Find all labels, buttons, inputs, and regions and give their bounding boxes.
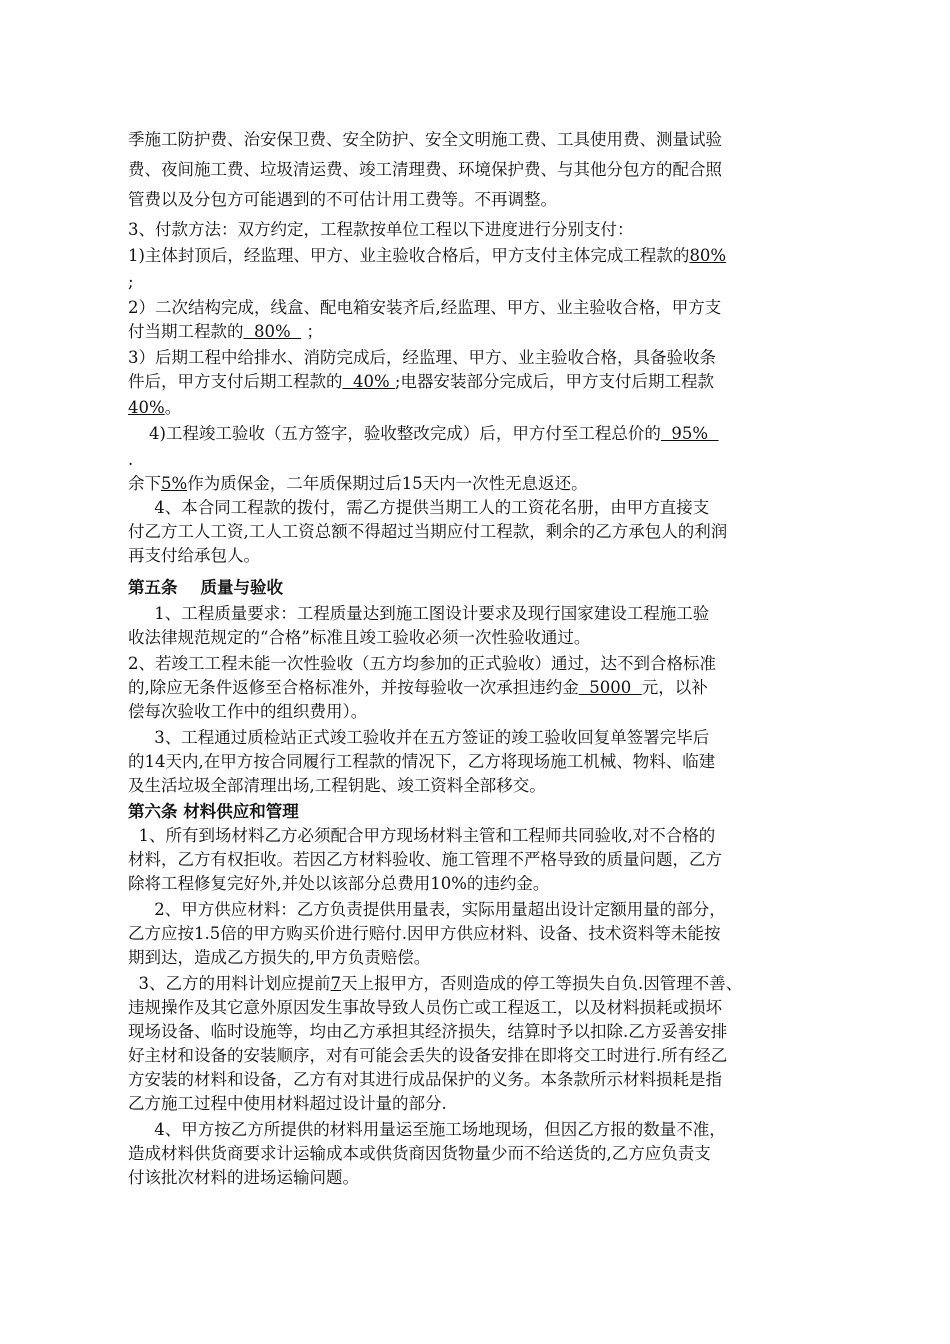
line-text-after: 作为质保金，二年质保期过后15天内一次性无息返还。 (187, 474, 588, 493)
underlined-value: 5% (161, 474, 188, 493)
text-line (128, 545, 828, 567)
text-line (128, 129, 828, 151)
text-line (128, 271, 828, 293)
underlined-value: 40% (128, 398, 165, 417)
line-text: 3）后期工程中给排水、消防完成后，经监理、甲方、业主验收合格，具备验收条 (128, 348, 716, 367)
line-text: 材料，乙方有权拒收。若因乙方材料验收、施工管理不严格导致的质量问题，乙方 (128, 850, 722, 869)
text-line (128, 701, 828, 723)
line-text: 1)主体封顶后，经监理、甲方、业主验收合格后，甲方支付主体完成工程款的 (128, 246, 690, 265)
text-line (128, 947, 828, 969)
text-line (128, 497, 828, 519)
line-text: 2、若竣工工程未能一次性验收（五方均参加的正式验收）通过，达不到合格标准 (128, 654, 716, 673)
text-line (128, 899, 828, 921)
line-text: 管费以及分包方可能遇到的不可估计用工费等。不再调整。 (128, 190, 557, 209)
line-text-after: ； (301, 322, 323, 341)
text-line (128, 1167, 828, 1189)
line-text-after: 元，以补 (641, 678, 708, 697)
text-line (128, 751, 828, 773)
line-text: 现场设备、临时设施等，均由乙方承担其经济损失，结算时予以扣除.乙方妥善安排 (128, 1022, 728, 1041)
line-text: 造成材料供货商要求计运输成本或供货商因货物量少而不给送货的,乙方应负责支 (128, 1144, 711, 1163)
underlined-value: 7 (330, 974, 341, 993)
line-text: 4、本合同工程款的拨付，需乙方提供当期工人的工资花名册，由甲方直接支 (128, 498, 710, 517)
text-line (128, 727, 828, 749)
text-line (128, 603, 828, 625)
line-text: 除将工程修复完好外,并处以该部分总费用10%的违约金。 (128, 874, 550, 893)
line-text: 3、乙方的用料计划应提前 (128, 974, 331, 993)
text-line (128, 923, 828, 945)
line-text: 乙方应按1.5倍的甲方购买价进行赔付.因甲方供应材料、设备、技术资料等未能按 (128, 924, 721, 943)
line-text-after: 。 (164, 398, 182, 417)
text-line (128, 677, 828, 699)
line-text: 付乙方工人工资,工人工资总额不得超过当期应付工程款，剩余的乙方承包人的利润 (128, 522, 728, 541)
line-text: . (128, 450, 134, 469)
section-heading (128, 577, 828, 599)
text-line (128, 449, 828, 471)
text-line (128, 1021, 828, 1043)
line-text: 1、工程质量要求：工程质量达到施工图设计要求及现行国家建设工程施工验 (128, 604, 710, 623)
line-text: 1、所有到场材料乙方必须配合甲方现场材料主管和工程师共同验收,对不合格的 (128, 826, 716, 845)
text-line (128, 973, 828, 995)
text-line (128, 1069, 828, 1091)
text-line (128, 423, 828, 445)
line-text-after: 天上报甲方，否则造成的停工等损失自负.因管理不善、 (341, 974, 743, 993)
text-line (128, 521, 828, 543)
text-line (128, 371, 828, 393)
line-text: 3、付款方法：双方约定，工程款按单位工程以下进度进行分别支付： (128, 220, 634, 239)
text-line (128, 347, 828, 369)
line-text: 违规操作及其它意外原因发生事故导致人员伤亡或工程返工，以及材料损耗或损坏 (128, 998, 722, 1017)
line-text: 费、夜间施工费、垃圾清运费、竣工清理费、环境保护费、与其他分包方的配合照 (128, 160, 722, 179)
underlined-value: 5000 (578, 678, 642, 697)
line-text-after: ;电器安装部分完成后，甲方支付后期工程款 (394, 372, 714, 391)
line-text: 2）二次结构完成，线盒、配电箱安装齐后,经监理、甲方、业主验收合格，甲方支 (128, 298, 722, 317)
line-text: 余下 (128, 474, 161, 493)
line-text: 好主材和设备的安装顺序，对有可能会丢失的设备安排在即将交工时进行.所有经乙 (128, 1046, 728, 1065)
line-text: 4、甲方按乙方所提供的材料用量运至施工场地现场，但因乙方报的数量不准， (128, 1120, 726, 1139)
text-line (128, 159, 828, 181)
underlined-value: 40% (342, 372, 395, 391)
text-line (128, 627, 828, 649)
text-line (128, 297, 828, 319)
line-text: 方安装的材料和设备，乙方有对其进行成品保护的义务。本条款所示材料损耗是指 (128, 1070, 722, 1089)
line-text: 的14天内,在甲方按合同履行工程款的情况下，乙方将现场施工机械、物料、临建 (128, 752, 716, 771)
line-text: 乙方施工过程中使用材料超过设计量的部分. (128, 1094, 447, 1113)
text-line (128, 849, 828, 871)
line-text: 收法律规范规定的“合格”标准且竣工验收必须一次性验收通过。 (128, 628, 591, 647)
line-text: 再支付给承包人。 (128, 546, 260, 565)
section-heading (128, 801, 828, 823)
text-line (128, 1119, 828, 1141)
line-text: 3、工程通过质检站正式竣工验收并在五方签证的竣工验收回复单签署完毕后 (128, 728, 710, 747)
line-text: 期到达，造成乙方损失的,甲方负责赔偿。 (128, 948, 431, 967)
text-line (128, 219, 828, 241)
text-line (128, 245, 828, 267)
text-line (128, 653, 828, 675)
text-line (128, 825, 828, 847)
text-line (128, 775, 828, 797)
text-line (128, 997, 828, 1019)
text-line (128, 1093, 828, 1115)
line-text: 4)工程竣工验收（五方签字，验收整改完成）后，甲方付至工程总价的 (128, 424, 661, 443)
line-text: 付该批次材料的进场运输问题。 (128, 1168, 359, 1187)
text-line (128, 1045, 828, 1067)
line-text: 件后，甲方支付后期工程款的 (128, 372, 343, 391)
line-text: 偿每次验收工作中的组织费用）。 (128, 702, 368, 721)
text-line (128, 321, 828, 343)
text-line (128, 189, 828, 211)
underlined-value: 95% (660, 424, 719, 443)
line-text: 付当期工程款的 (128, 322, 244, 341)
line-text: 第六条 材料供应和管理 (128, 802, 299, 821)
line-text: 及生活垃圾全部清理出场,工程钥匙、竣工资料全部移交。 (128, 776, 546, 795)
line-text: 2、甲方供应材料：乙方负责提供用量表，实际用量超出设计定额用量的部分， (128, 900, 726, 919)
text-line (128, 473, 828, 495)
text-line (128, 397, 828, 419)
line-text: 第五条 质量与验收 (128, 578, 283, 597)
line-text: 的,除应无条件返修至合格标准外，并按每验收一次承担违约金 (128, 678, 579, 697)
line-text: ; (128, 272, 134, 291)
underlined-value: 80% (243, 322, 302, 341)
text-line (128, 1143, 828, 1165)
line-text: 季施工防护费、治安保卫费、安全防护、安全文明施工费、工具使用费、测量试验 (128, 130, 722, 149)
underlined-value: 80% (689, 246, 727, 265)
text-line (128, 873, 828, 895)
